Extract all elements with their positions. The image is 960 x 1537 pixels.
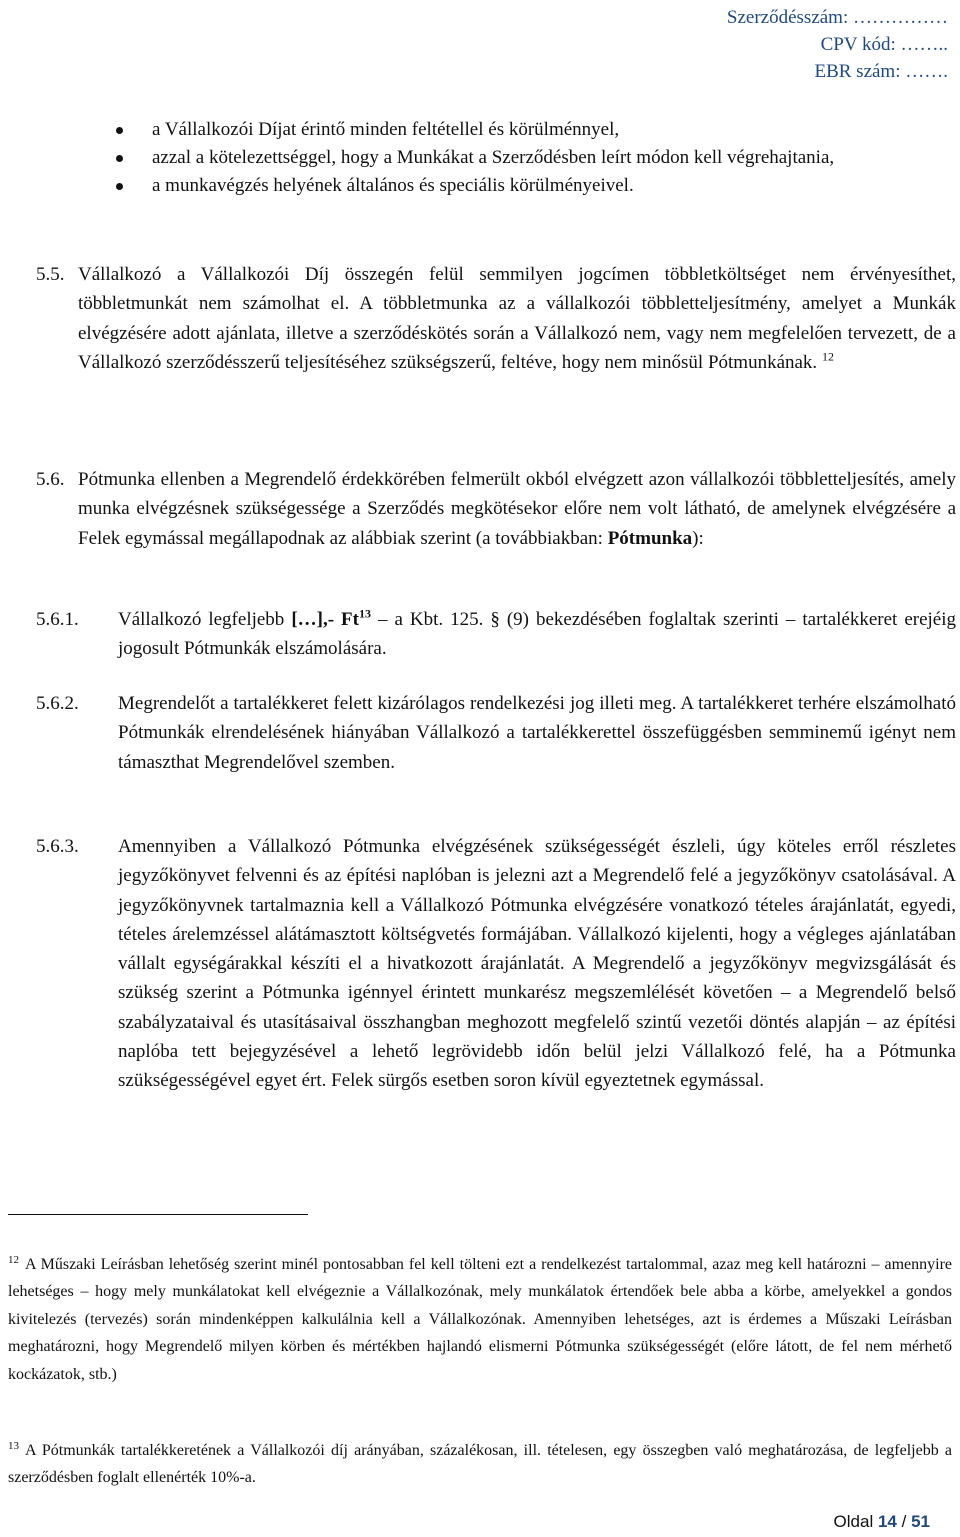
contract-number: Szerződésszám: ……………: [726, 7, 948, 28]
bullet-dot-icon: [116, 183, 123, 190]
footnote-ref-12[interactable]: 12: [821, 349, 834, 364]
current-page: 14: [877, 1512, 897, 1531]
footnote-12: $^{12}$ A Műszaki Leírásban lehetőség szerint minél pontosabban fel kell tölteni ezt a rendelkezést tartalommal, azaz meg kell határozni – amennyire lehetséges – hogy mely munkálatokat kell elvégeznie a Vállalkozónak, mely munkálatok értendőek bele abba a körbe, amelyekkel a gondos kivitelezés (tervezés) során mindenképpen kalkulálnia kell a Vállalkozónak. Amennyiben lehetséges, azt is érdemes a Műszaki Leírásban meghatározni, hogy Megrendelő milyen körben és mértékben hajlandó elismerni Pótmunka szükségességét (előre látott, de fel nem mérhető kockázatok, stb.): [8, 1253, 952, 1383]
bullet-item: a munkavégzés helyének általános és speciális körülményeivel.: [110, 172, 956, 200]
page-number: [834, 1511, 930, 1533]
footnote-13: $^{13}$ A Pótmunkák tartalékkeretének a Vállalkozói díj arányában, százalékosan, ill. tételesen, egy összegben való meghatározása, de legfeljebb a szerződésben foglalt ellenérték 10%-a.: [8, 1439, 952, 1487]
clause-number-5-6: 5.6.: [36, 469, 65, 490]
clause-number-5-6-2: 5.6.2.: [36, 693, 79, 714]
clause-5-6: Pótmunka ellenben a Megrendelő érdekkörében felmerült okból elvégzett azon vállalkozói többletteljesítés, amely munka elvégzésnek szükségessége a Szerződés megkötésekor előre nem volt látható, de amelynek elvégzésére a Felek egymással megállapodnak az alábbiak szerint (a továbbiakban: Pótmunka):: [78, 469, 956, 549]
clause-5-6-2: Megrendelőt a tartalékkeret felett kizárólagos rendelkezési jog illeti meg. A tartalékkeret terhére elszámolható Pótmunkák elrendelésének hiányában Vállalkozó a tartalékkerettel összefüggésben semminemű igényt nem támaszthat Megrendelővel szemben.: [118, 693, 956, 773]
clause-5-6-1: Vállalkozó legfeljebb […],- Ft$^{13}$ – a Kbt. 125. § (9) bekezdésében foglaltak szerinti – tartalékkeret erejéig jogosult Pótmunkák elszámolására.: [118, 606, 957, 660]
bullet-dot-icon: [116, 127, 123, 134]
clause-number-5-6-1: 5.6.1.: [36, 609, 79, 630]
clause-number-5-5: 5.5.: [36, 264, 65, 285]
bullet-list: [110, 116, 956, 200]
footnote-mark: 13: [8, 1439, 19, 1452]
reserve-amount: […],- Ft: [291, 609, 359, 630]
clause-number-5-6-3: 5.6.3.: [36, 836, 79, 857]
defined-term-potmunka: Pótmunka: [607, 527, 693, 549]
footnote-mark: 12: [8, 1253, 19, 1266]
cpv-code: CPV kód: ……..: [820, 34, 948, 55]
clause-5-6-3: Amennyiben a Vállalkozó Pótmunka elvégzésének szükségességét észleli, úgy köteles erről részletes jegyzőkönyvet felvenni és az építési naplóban is jelezni azt a Megrendelő felé a jegyzőkönyv csatolásával. A jegyzőkönyvnek tartalmaznia kell a Vállalkozó Pótmunka elvégzésére vonatkozó tételes árajánlatát, egyedi, tételes árelemzéssel alátámasztott költségvetés formájában. Vállalkozó kijelenti, hogy a végleges ajánlatában vállalt egységárakkal készíti el a hivatkozott árajánlatát. A Megrendelő a jegyzőkönyv megvizsgálását és szükség szerint a Pótmunka igénnyel érintett munkarész megszemlélését követően – a Megrendelő belső szabályzataival és utasításaival összhangban meghozott megfelelő szintű vezetői döntés alapján – az építési naplóba tett bejegyzésével a lehető legrövidebb időn belül jelzi Vállalkozó felé, ha a Pótmunka szükségességével egyet ért. Felek sürgős esetben soron kívül egyeztetnek egymással.: [118, 836, 956, 1092]
footnote-ref-13[interactable]: 13: [358, 606, 371, 621]
page-separator: /: [901, 1512, 907, 1531]
total-pages: 51: [911, 1512, 930, 1531]
clause-5-5: Vállalkozó a Vállalkozói Díj összegén felül semmilyen jogcímen többletköltséget nem érvényesíthet, többletmunkát nem számolhat el. A többletmunka az a vállalkozói többletteljesítmény, amelyet a Munkák elvégzésére adott ajánlata, illetve a szerződéskötés során a Vállalkozó nem, vagy nem megfelelően tervezett, de a Vállalkozó szerződésszerű teljesítéséhez szükségszerű, feltéve, hogy nem minősül Pótmunkának. $^{12}$: [78, 264, 956, 373]
ebr-number: EBR szám: …….: [814, 61, 948, 82]
bullet-item: a Vállalkozói Díjat érintő minden feltétellel és körülménnyel,: [110, 116, 956, 144]
footnote-separator: [8, 1214, 308, 1215]
bullet-item: azzal a kötelezettséggel, hogy a Munkákat a Szerződésben leírt módon kell végrehajtania,: [110, 144, 956, 172]
bullet-dot-icon: [116, 155, 123, 162]
page-label: Oldal: [833, 1512, 874, 1531]
document-header: [727, 4, 948, 85]
